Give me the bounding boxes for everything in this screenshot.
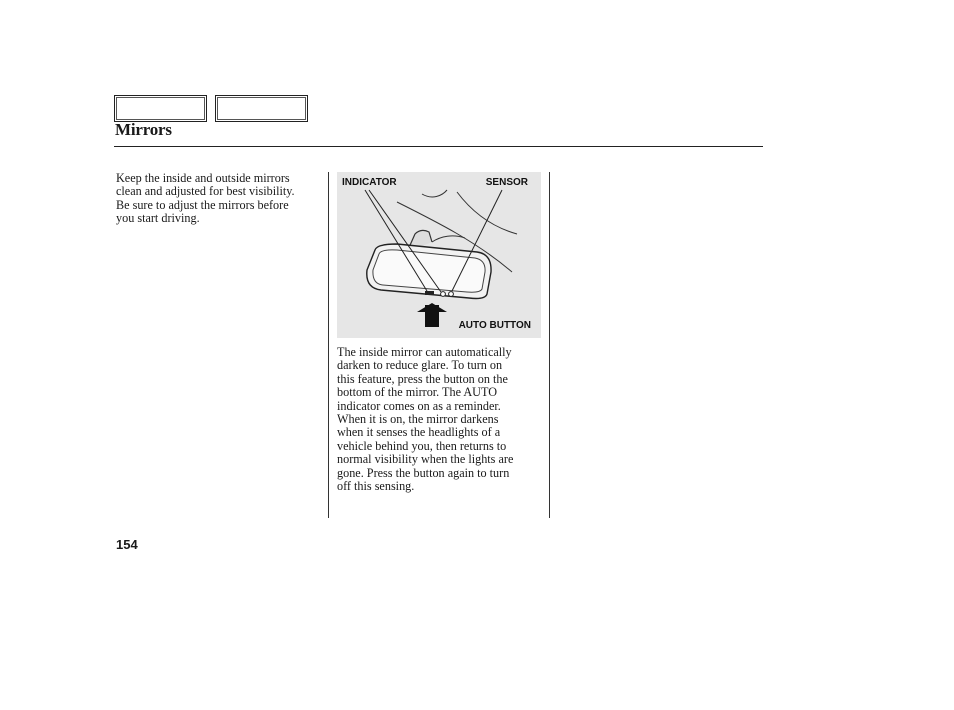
column-divider-right: [549, 172, 550, 518]
rearview-mirror-drawing: [337, 172, 541, 338]
intro-paragraph: Keep the inside and outside mirrors clean and adjusted for best visibility. Be sure to adjust the mirrors before you start driving.: [116, 171, 295, 226]
mirror-illustration: [337, 172, 541, 338]
indicator-label: INDICATOR: [342, 177, 397, 188]
nav-button-previous[interactable]: [114, 95, 207, 122]
page-title: Mirrors: [115, 120, 172, 139]
auto-button-label: AUTO BUTTON: [458, 320, 531, 331]
page-number: 154: [116, 537, 138, 552]
sensor-label: SENSOR: [485, 177, 528, 188]
title-divider: [114, 146, 763, 147]
column-divider-left: [328, 172, 329, 518]
nav-button-next[interactable]: [215, 95, 308, 122]
auto-dimming-paragraph: The inside mirror can automatically darken to reduce glare. To turn on this feature, press the button on the bottom of the mirror. The AUTO indicator comes on as a reminder. When it is on, the mirror darkens when it senses the headlights of a vehicle behind you, then returns to normal visibility when the lights are gone. Press the button again to turn off this sensing.: [337, 345, 514, 494]
